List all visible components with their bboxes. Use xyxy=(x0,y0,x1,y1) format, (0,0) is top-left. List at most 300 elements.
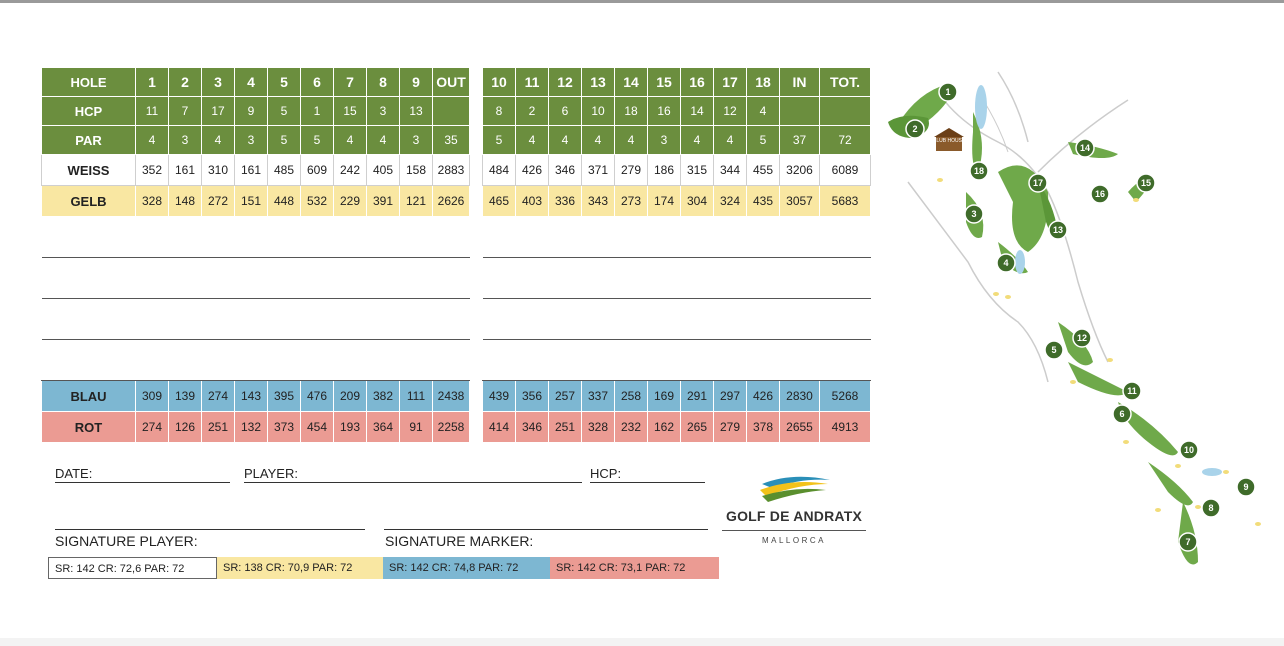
hole-number: 8 xyxy=(1208,503,1214,513)
gelb-cell: 3057 xyxy=(780,186,820,217)
gelb-cell: 448 xyxy=(268,186,301,217)
blau-cell: 337 xyxy=(582,381,615,412)
score-entry-cell[interactable] xyxy=(516,258,549,299)
score-row xyxy=(483,217,871,258)
hole-cell: 17 xyxy=(714,68,747,97)
golf-andratx-logo xyxy=(722,470,866,550)
score-entry-cell[interactable] xyxy=(169,340,202,381)
weiss-cell: 485 xyxy=(268,155,301,186)
hole-marker-8 xyxy=(1202,499,1220,517)
blau-cell: 476 xyxy=(301,381,334,412)
hcp-cell: 5 xyxy=(268,97,301,126)
par-cell: 4 xyxy=(714,126,747,155)
hcp-cell: 10 xyxy=(582,97,615,126)
rot-cell: 454 xyxy=(301,412,334,443)
score-entry-cell[interactable] xyxy=(615,299,648,340)
score-entry-cell[interactable] xyxy=(483,340,516,381)
gelb-cell: 151 xyxy=(235,186,268,217)
hole-marker-11 xyxy=(1123,382,1141,400)
date-field[interactable] xyxy=(55,466,230,483)
gelb-cell: 121 xyxy=(400,186,433,217)
blau-cell: 291 xyxy=(681,381,714,412)
rot-cell: 414 xyxy=(483,412,516,443)
logo-waves-icon xyxy=(722,470,866,506)
blau-cell: 139 xyxy=(169,381,202,412)
score-entry-cell[interactable] xyxy=(747,217,780,258)
weiss-cell: 6089 xyxy=(820,155,871,186)
gelb-cell: 465 xyxy=(483,186,516,217)
weiss-cell: 158 xyxy=(400,155,433,186)
par-cell: 3 xyxy=(169,126,202,155)
bunker xyxy=(993,292,999,296)
score-entry-cell[interactable] xyxy=(235,258,268,299)
hcp-cell: 11 xyxy=(136,97,169,126)
gelb-cell: 328 xyxy=(136,186,169,217)
score-entry-cell[interactable] xyxy=(549,299,582,340)
weiss-cell: 161 xyxy=(169,155,202,186)
score-entry-cell[interactable] xyxy=(367,340,400,381)
rot-row xyxy=(483,412,871,443)
hole-cell: 15 xyxy=(648,68,681,97)
gelb-cell: 272 xyxy=(202,186,235,217)
rot-row xyxy=(42,412,470,443)
score-entry-cell[interactable] xyxy=(136,217,169,258)
hole-cell: IN xyxy=(780,68,820,97)
score-row xyxy=(42,299,470,340)
score-entry-cell[interactable] xyxy=(268,217,301,258)
hole-number: 5 xyxy=(1051,345,1057,355)
score-entry-cell[interactable] xyxy=(334,299,367,340)
hole-cell: 18 xyxy=(747,68,780,97)
score-entry-cell[interactable] xyxy=(820,340,871,381)
score-entry-cell[interactable] xyxy=(780,299,820,340)
score-entry-cell[interactable] xyxy=(235,299,268,340)
hcp-cell xyxy=(433,97,470,126)
par-cell: 5 xyxy=(301,126,334,155)
date-label: DATE: xyxy=(55,466,93,481)
hole-marker-12 xyxy=(1073,329,1091,347)
hole-cell: 7 xyxy=(334,68,367,97)
logo-subtitle: MALLORCA xyxy=(761,536,826,545)
weiss-cell: 310 xyxy=(202,155,235,186)
rot-cell: 328 xyxy=(582,412,615,443)
hole-cell: 12 xyxy=(549,68,582,97)
score-entry-cell[interactable] xyxy=(334,258,367,299)
hole-marker-15 xyxy=(1137,174,1155,192)
weiss-cell: 609 xyxy=(301,155,334,186)
score-entry-cell[interactable] xyxy=(549,258,582,299)
rot-cell: 378 xyxy=(747,412,780,443)
score-entry-cell[interactable] xyxy=(582,340,615,381)
score-entry-cell[interactable] xyxy=(202,258,235,299)
hcp-cell: 15 xyxy=(334,97,367,126)
gelb-cell: 2626 xyxy=(433,186,470,217)
weiss-cell: 426 xyxy=(516,155,549,186)
score-entry-cell[interactable] xyxy=(301,299,334,340)
score-entry-cell[interactable] xyxy=(820,217,871,258)
gelb-cell: 336 xyxy=(549,186,582,217)
score-entry-cell[interactable] xyxy=(268,299,301,340)
hcp-row xyxy=(483,97,871,126)
score-entry-cell[interactable] xyxy=(483,258,516,299)
clubhouse-label: CLUB HOUSE xyxy=(932,138,966,144)
rot-cell: 91 xyxy=(400,412,433,443)
hole-number: 16 xyxy=(1094,189,1106,199)
hole-marker-17 xyxy=(1029,174,1047,192)
score-entry-cell[interactable] xyxy=(516,299,549,340)
blau-cell: 258 xyxy=(615,381,648,412)
hcp-label: HCP: xyxy=(590,466,622,481)
score-entry-cell[interactable] xyxy=(648,217,681,258)
hole-marker-4 xyxy=(997,254,1015,272)
hole-number: 17 xyxy=(1032,178,1044,188)
hole-cell: 4 xyxy=(235,68,268,97)
blau-cell: 5268 xyxy=(820,381,871,412)
par-cell: 4 xyxy=(334,126,367,155)
bunker xyxy=(1195,505,1201,509)
score-entry-cell[interactable] xyxy=(136,299,169,340)
row-label: WEISS xyxy=(42,155,136,186)
rot-cell: 132 xyxy=(235,412,268,443)
score-entry-cell[interactable] xyxy=(268,258,301,299)
bunker xyxy=(1107,358,1113,362)
hole-cell: 8 xyxy=(367,68,400,97)
hole-cell: OUT xyxy=(433,68,470,97)
score-entry-cell[interactable] xyxy=(483,299,516,340)
score-entry-cell[interactable] xyxy=(714,217,747,258)
score-entry-cell[interactable] xyxy=(433,258,470,299)
bunker xyxy=(1133,198,1139,202)
score-entry-cell[interactable] xyxy=(582,299,615,340)
hcp-cell: 14 xyxy=(681,97,714,126)
hole-cell: 9 xyxy=(400,68,433,97)
gelb-row xyxy=(42,186,470,217)
hole-number: 2 xyxy=(912,124,918,134)
course-map xyxy=(878,62,1278,602)
hole-number: 4 xyxy=(1003,258,1009,268)
blau-row xyxy=(42,381,470,412)
score-entry-cell[interactable] xyxy=(367,299,400,340)
score-entry-cell[interactable] xyxy=(516,217,549,258)
hole-number: 14 xyxy=(1079,143,1091,153)
hole-number: 9 xyxy=(1243,482,1249,492)
row-label: PAR xyxy=(42,126,136,155)
signature-player-label: SIGNATURE PLAYER: xyxy=(55,533,198,549)
blau-cell: 382 xyxy=(367,381,400,412)
weiss-cell: 186 xyxy=(648,155,681,186)
score-entry-cell[interactable] xyxy=(400,217,433,258)
rating-blau: SR: 142 CR: 74,8 PAR: 72 xyxy=(383,557,550,579)
weiss-cell: 242 xyxy=(334,155,367,186)
score-entry-cell[interactable] xyxy=(136,258,169,299)
course-ratings xyxy=(48,557,719,579)
score-entry-cell[interactable] xyxy=(615,258,648,299)
hole-cell: 6 xyxy=(301,68,334,97)
score-entry-cell[interactable] xyxy=(681,340,714,381)
blau-row xyxy=(483,381,871,412)
hcp-field[interactable] xyxy=(590,466,705,483)
hole-marker-7 xyxy=(1179,533,1197,551)
hcp-cell: 9 xyxy=(235,97,268,126)
hole-number: 13 xyxy=(1052,225,1064,235)
par-row xyxy=(483,126,871,155)
score-entry-cell[interactable] xyxy=(681,217,714,258)
blau-cell: 356 xyxy=(516,381,549,412)
hole-marker-16 xyxy=(1091,185,1109,203)
score-label-cell[interactable] xyxy=(42,299,136,340)
hcp-cell: 16 xyxy=(648,97,681,126)
rot-cell: 364 xyxy=(367,412,400,443)
weiss-cell: 405 xyxy=(367,155,400,186)
score-entry-cell[interactable] xyxy=(202,299,235,340)
hole-cell: 13 xyxy=(582,68,615,97)
hole-number: 6 xyxy=(1119,409,1125,419)
weiss-cell: 455 xyxy=(747,155,780,186)
rot-cell: 2258 xyxy=(433,412,470,443)
score-entry-cell[interactable] xyxy=(681,258,714,299)
blau-cell: 2830 xyxy=(780,381,820,412)
score-entry-cell[interactable] xyxy=(747,299,780,340)
hole-number: 10 xyxy=(1183,445,1195,455)
score-entry-cell[interactable] xyxy=(582,217,615,258)
par-cell: 72 xyxy=(820,126,871,155)
bunker xyxy=(1155,508,1161,512)
score-label-cell[interactable] xyxy=(42,217,136,258)
score-entry-cell[interactable] xyxy=(615,340,648,381)
par-cell: 3 xyxy=(648,126,681,155)
weiss-cell: 484 xyxy=(483,155,516,186)
score-entry-cell[interactable] xyxy=(549,217,582,258)
hole-number: 3 xyxy=(971,209,977,219)
hcp-cell xyxy=(780,97,820,126)
par-cell: 4 xyxy=(516,126,549,155)
blau-cell: 439 xyxy=(483,381,516,412)
score-entry-cell[interactable] xyxy=(780,217,820,258)
par-cell: 35 xyxy=(433,126,470,155)
hole-marker-3 xyxy=(965,205,983,223)
weiss-cell: 346 xyxy=(549,155,582,186)
par-cell: 3 xyxy=(235,126,268,155)
blau-cell: 111 xyxy=(400,381,433,412)
par-cell: 4 xyxy=(681,126,714,155)
score-row xyxy=(483,258,871,299)
bunker xyxy=(1175,464,1181,468)
gelb-cell: 343 xyxy=(582,186,615,217)
score-row xyxy=(483,340,871,381)
hcp-cell: 17 xyxy=(202,97,235,126)
gelb-cell: 435 xyxy=(747,186,780,217)
par-cell: 5 xyxy=(483,126,516,155)
score-entry-cell[interactable] xyxy=(202,217,235,258)
rot-cell: 4913 xyxy=(820,412,871,443)
score-entry-cell[interactable] xyxy=(202,340,235,381)
hcp-cell xyxy=(820,97,871,126)
hole-cell: 10 xyxy=(483,68,516,97)
hole-marker-5 xyxy=(1045,341,1063,359)
par-cell: 4 xyxy=(136,126,169,155)
logo-divider xyxy=(722,530,866,531)
rating-rot: SR: 142 CR: 73,1 PAR: 72 xyxy=(550,557,719,579)
score-entry-cell[interactable] xyxy=(747,340,780,381)
par-row xyxy=(42,126,470,155)
hole-number: 11 xyxy=(1127,386,1137,396)
hcp-cell: 3 xyxy=(367,97,400,126)
hcp-cell: 1 xyxy=(301,97,334,126)
score-label-cell[interactable] xyxy=(42,258,136,299)
gelb-cell: 391 xyxy=(367,186,400,217)
gelb-cell: 403 xyxy=(516,186,549,217)
row-label: BLAU xyxy=(42,381,136,412)
score-entry-cell[interactable] xyxy=(483,217,516,258)
score-entry-cell[interactable] xyxy=(400,258,433,299)
score-label-cell[interactable] xyxy=(42,340,136,381)
score-entry-cell[interactable] xyxy=(367,217,400,258)
rot-cell: 251 xyxy=(202,412,235,443)
score-entry-cell[interactable] xyxy=(780,258,820,299)
score-entry-cell[interactable] xyxy=(615,217,648,258)
score-row xyxy=(483,299,871,340)
score-entry-cell[interactable] xyxy=(268,340,301,381)
score-entry-cell[interactable] xyxy=(235,340,268,381)
score-entry-cell[interactable] xyxy=(582,258,615,299)
score-entry-cell[interactable] xyxy=(301,217,334,258)
gelb-cell: 304 xyxy=(681,186,714,217)
logo-name: GOLF DE ANDRATX xyxy=(726,508,862,524)
score-entry-cell[interactable] xyxy=(301,258,334,299)
weiss-row xyxy=(42,155,470,186)
blau-cell: 309 xyxy=(136,381,169,412)
par-cell: 5 xyxy=(268,126,301,155)
par-cell: 4 xyxy=(202,126,235,155)
bunker xyxy=(937,178,943,182)
score-entry-cell[interactable] xyxy=(433,299,470,340)
score-entry-cell[interactable] xyxy=(400,299,433,340)
score-entry-cell[interactable] xyxy=(747,258,780,299)
par-cell: 3 xyxy=(400,126,433,155)
hole-cell: 11 xyxy=(516,68,549,97)
weiss-cell: 161 xyxy=(235,155,268,186)
hole-cell: 3 xyxy=(202,68,235,97)
blau-cell: 274 xyxy=(202,381,235,412)
rot-cell: 162 xyxy=(648,412,681,443)
hcp-row xyxy=(42,97,470,126)
par-cell: 4 xyxy=(582,126,615,155)
hole-cell: TOT. xyxy=(820,68,871,97)
rot-cell: 274 xyxy=(136,412,169,443)
blau-cell: 209 xyxy=(334,381,367,412)
hole-marker-14 xyxy=(1076,139,1094,157)
score-entry-cell[interactable] xyxy=(549,340,582,381)
hole-marker-10 xyxy=(1180,441,1198,459)
hole-number: 18 xyxy=(973,166,985,176)
blau-cell: 143 xyxy=(235,381,268,412)
front-nine-table xyxy=(41,67,470,443)
row-label: HOLE xyxy=(42,68,136,97)
par-cell: 37 xyxy=(780,126,820,155)
hole-row xyxy=(483,68,871,97)
score-entry-cell[interactable] xyxy=(235,217,268,258)
score-entry-cell[interactable] xyxy=(820,258,871,299)
weiss-row xyxy=(483,155,871,186)
score-entry-cell[interactable] xyxy=(648,258,681,299)
hole-number: 12 xyxy=(1076,333,1088,343)
bunker xyxy=(1005,295,1011,299)
gelb-cell: 273 xyxy=(615,186,648,217)
hole-cell: 1 xyxy=(136,68,169,97)
blau-cell: 395 xyxy=(268,381,301,412)
row-label: HCP xyxy=(42,97,136,126)
hcp-cell: 13 xyxy=(400,97,433,126)
hole-cell: 14 xyxy=(615,68,648,97)
hole-cell: 16 xyxy=(681,68,714,97)
par-cell: 4 xyxy=(549,126,582,155)
player-label: PLAYER: xyxy=(244,466,298,481)
blau-cell: 257 xyxy=(549,381,582,412)
score-entry-cell[interactable] xyxy=(714,299,747,340)
hole-cell: 5 xyxy=(268,68,301,97)
score-entry-cell[interactable] xyxy=(367,258,400,299)
score-entry-cell[interactable] xyxy=(433,217,470,258)
hcp-cell: 7 xyxy=(169,97,202,126)
rot-cell: 232 xyxy=(615,412,648,443)
hcp-cell: 6 xyxy=(549,97,582,126)
score-entry-cell[interactable] xyxy=(169,258,202,299)
rot-cell: 373 xyxy=(268,412,301,443)
par-cell: 4 xyxy=(615,126,648,155)
signature-marker-label: SIGNATURE MARKER: xyxy=(385,533,534,549)
score-entry-cell[interactable] xyxy=(714,258,747,299)
score-entry-cell[interactable] xyxy=(516,340,549,381)
score-entry-cell[interactable] xyxy=(681,299,714,340)
blau-cell: 2438 xyxy=(433,381,470,412)
blau-cell: 426 xyxy=(747,381,780,412)
hcp-cell: 2 xyxy=(516,97,549,126)
hole-marker-2 xyxy=(906,120,924,138)
par-cell: 4 xyxy=(367,126,400,155)
rot-cell: 346 xyxy=(516,412,549,443)
signature-player-line[interactable] xyxy=(55,529,365,530)
score-entry-cell[interactable] xyxy=(780,340,820,381)
score-entry-cell[interactable] xyxy=(169,217,202,258)
score-row xyxy=(42,258,470,299)
hole-marker-18 xyxy=(970,162,988,180)
gelb-cell: 174 xyxy=(648,186,681,217)
blau-cell: 297 xyxy=(714,381,747,412)
score-entry-cell[interactable] xyxy=(648,299,681,340)
score-entry-cell[interactable] xyxy=(136,340,169,381)
hole-number: 7 xyxy=(1185,537,1191,547)
signature-marker-line[interactable] xyxy=(384,529,708,530)
player-field[interactable] xyxy=(244,466,582,483)
score-entry-cell[interactable] xyxy=(714,340,747,381)
score-entry-cell[interactable] xyxy=(334,340,367,381)
score-entry-cell[interactable] xyxy=(648,340,681,381)
score-entry-cell[interactable] xyxy=(820,299,871,340)
score-entry-cell[interactable] xyxy=(433,340,470,381)
blau-cell: 169 xyxy=(648,381,681,412)
weiss-cell: 279 xyxy=(615,155,648,186)
hole-cell: 2 xyxy=(169,68,202,97)
bunker xyxy=(1255,522,1261,526)
score-entry-cell[interactable] xyxy=(400,340,433,381)
score-entry-cell[interactable] xyxy=(301,340,334,381)
gelb-cell: 229 xyxy=(334,186,367,217)
score-entry-cell[interactable] xyxy=(334,217,367,258)
score-row xyxy=(42,217,470,258)
gelb-cell: 5683 xyxy=(820,186,871,217)
hole-row xyxy=(42,68,470,97)
score-entry-cell[interactable] xyxy=(169,299,202,340)
